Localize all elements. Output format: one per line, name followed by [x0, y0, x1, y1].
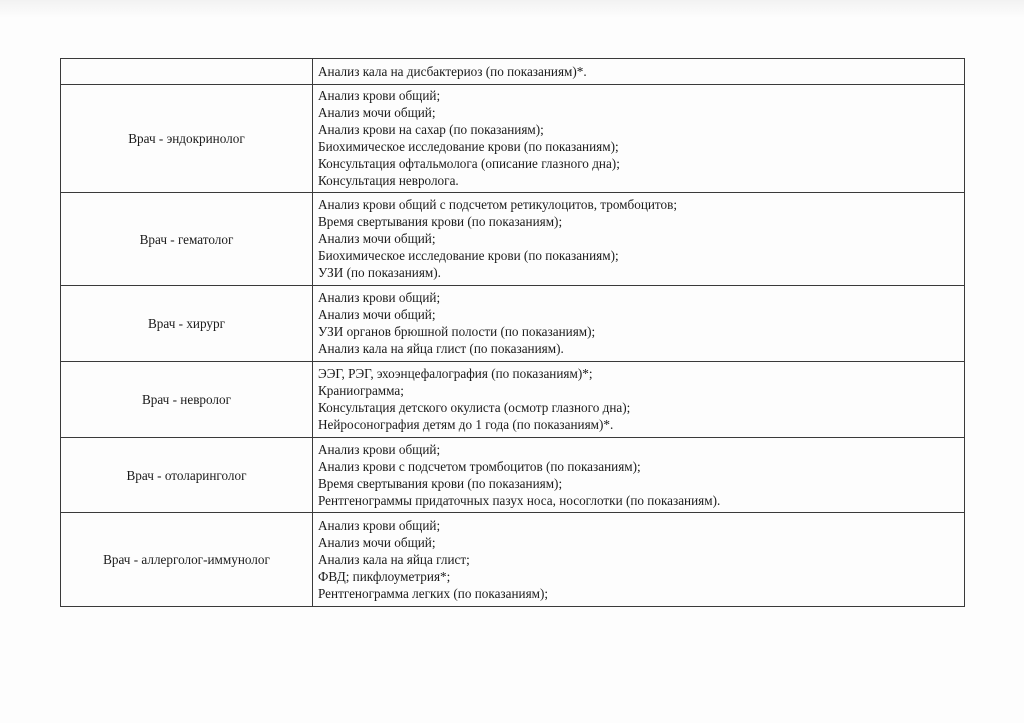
exam-list-cell: [313, 193, 965, 286]
exam-line: ЭЭГ, РЭГ, эхоэнцефалография (по показаниям)*;: [318, 366, 593, 381]
exam-list-cell: [313, 362, 965, 438]
exam-line: Анализ крови общий;: [318, 441, 441, 457]
specialist-cell: Врач - отоларинголог: [61, 438, 313, 513]
specialist-cell: [61, 59, 313, 85]
specialist-cell: Врач - невролог: [61, 362, 313, 438]
exam-line: Консультация офтальмолога (описание глазного дна);: [318, 156, 620, 171]
exam-line: Консультация детского окулиста (осмотр глазного дна);: [318, 400, 631, 415]
exam-line: Краниограмма;: [318, 383, 404, 398]
scan-shadow: [0, 0, 1024, 18]
exam-line: Нейросонография детям до 1 года (по показаниям)*.: [318, 417, 614, 432]
exam-line: Анализ крови общий с подсчетом ретикулоцитов, тромбоцитов;: [318, 197, 678, 212]
exam-line: Анализ кала на дисбактериоз (по показаниям)*.: [318, 63, 587, 79]
table-row: [61, 362, 965, 438]
exam-line: Анализ крови общий;: [318, 290, 441, 305]
exam-line: Время свертывания крови (по показаниям);: [318, 214, 563, 229]
exam-line: Анализ кала на яйца глист (по показаниям).: [318, 341, 564, 356]
table-row: [61, 85, 965, 193]
specialist-cell: Врач - аллерголог-иммунолог: [61, 513, 313, 607]
table-row: [61, 193, 965, 286]
exam-line: УЗИ (по показаниям).: [318, 265, 441, 280]
exam-line: Анализ мочи общий;: [318, 231, 436, 246]
exam-line: Биохимическое исследование крови (по показаниям);: [318, 139, 619, 154]
exam-line: Анализ кала на яйца глист;: [318, 551, 470, 567]
exam-line: Рентгенограммы придаточных пазух носа, носоглотки (по показаниям).: [318, 492, 721, 508]
specialist-cell: Врач - эндокринолог: [61, 85, 313, 193]
table-row: [61, 59, 965, 85]
exam-line: УЗИ органов брюшной полости (по показаниям);: [318, 324, 596, 339]
exam-list-cell: [313, 438, 965, 513]
exam-list-cell: [313, 286, 965, 362]
exam-line: Биохимическое исследование крови (по показаниям);: [318, 248, 619, 263]
exam-list-cell: [313, 59, 965, 85]
table-row: [61, 286, 965, 362]
table-row: [61, 513, 965, 607]
exam-line: Анализ крови с подсчетом тромбоцитов (по показаниям);: [318, 458, 641, 474]
exam-line: Анализ крови общий;: [318, 517, 441, 533]
exam-line: ФВД; пикфлоуметрия*;: [318, 568, 451, 584]
specialist-cell: Врач - хирург: [61, 286, 313, 362]
exam-list-cell: [313, 513, 965, 607]
specialist-exam-table: [60, 58, 965, 607]
exam-line: Анализ мочи общий;: [318, 534, 436, 550]
table-body: [61, 59, 965, 607]
exam-line: Консультация невролога.: [318, 173, 459, 188]
exam-line: Время свертывания крови (по показаниям);: [318, 475, 563, 491]
exam-line: Анализ мочи общий;: [318, 307, 436, 322]
exam-line: Анализ мочи общий;: [318, 105, 436, 120]
exam-list-cell: [313, 85, 965, 193]
table-row: [61, 438, 965, 513]
exam-line: Анализ крови общий;: [318, 88, 441, 103]
exam-line: Анализ крови на сахар (по показаниям);: [318, 122, 544, 137]
specialist-cell: Врач - гематолог: [61, 193, 313, 286]
exam-line: Рентгенограмма легких (по показаниям);: [318, 585, 549, 601]
